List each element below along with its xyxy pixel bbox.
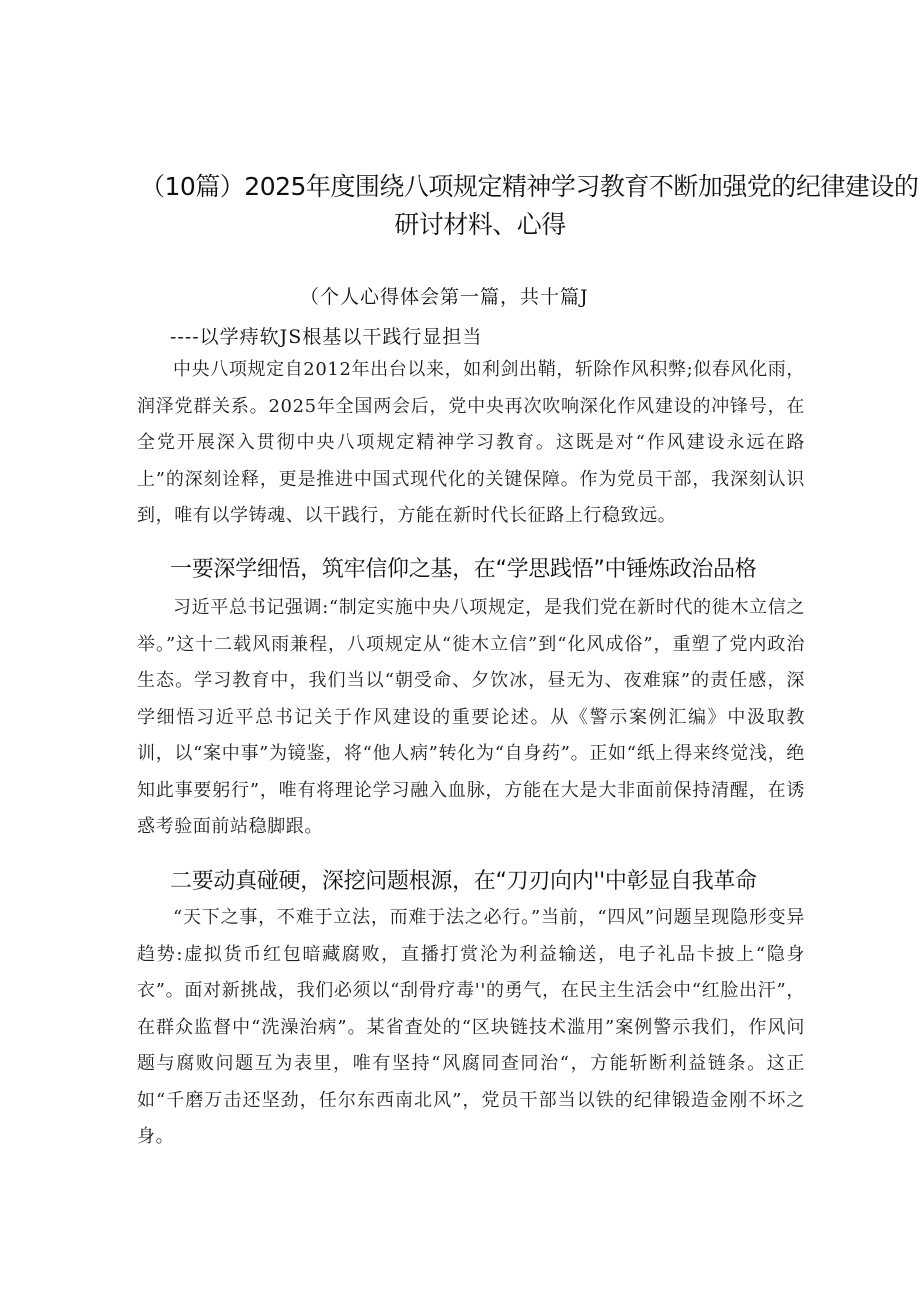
tagline: ----以学痔软JS根基以干践行显担当 — [170, 326, 483, 348]
title-line-2: 研讨材料、心得 — [394, 210, 566, 239]
section-heading-2: 二要动真碰硬，深挖问题根源，在“刀刃向内''中彰显自我革命 — [170, 869, 757, 894]
paragraph-3: “天下之事，不难于立法，而难于法之必行。”当前，“四风”问题呈现隐形变异趋势:虚拟货币红包暗藏腐败，直播打赏沦为利益输送，电子礼品卡披上“隐身衣”。面对新挑战，我们必须以“刮骨疗毒''的勇气，在民主生活会中“红脸出汗”，在群众监督中“洗澡治病”。某省査处的“区块链技术滥用”案例警示我们，作风问题与腐败问题互为表里，唯有坚持“风腐同查同治“，方能斩断利益链条。这正如“千磨万击还坚劲，任尔东西南北风”，党员干部当以铁的纪律锻造金刚不坏之身。 — [137, 907, 805, 1147]
paragraph-2: 习近平总书记强调:“制定实施中央八项规定，是我们党在新时代的徙木立信之举。”这十二载风雨兼程，八项规定从“徙木立信”到“化风成俗”，重塑了党内政治生态。学习教育中，我们当以“朝受命、夕饮冰，昼无为、夜难寐”的责任感，深学细悟习近平总书记关于作风建设的重要论述。从《警示案例汇编》中汲取教训，以“案中事”为镜鉴，将“他人病”转化为“自身药”。正如“纸上得来终觉浅，绝知此事要躬行”，唯有将理论学习融入血脉，方能在大是大非面前保持清醒，在诱惑考验面前站稳脚跟。 — [137, 597, 805, 837]
subtitle: （个人心得体会第一篇，共十篇J — [300, 286, 589, 308]
section-heading-1: 一要深学细悟，筑牢信仰之基，在“学思践悟”中锤炼政治品格 — [170, 557, 757, 582]
document-title — [140, 168, 919, 244]
paragraph-1: 中央八项规定自2012年出台以来，如利剑出鞘，斩除作风积弊;似春风化雨，润泽党群关系。2025年全国两会后，党中央再次吹响深化作风建设的冲锋号，在全党开展深入贯彻中央八项规定精神学习教育。这既是对“作风建设永远在路上”的深刻诠释，更是推进中国式现代化的关键保障。作为党员干部，我深刻认识到，唯有以学铸魂、以干践行，方能在新时代长征路上行稳致远。 — [137, 359, 805, 526]
title-line-1: （10篇）2025年度围绕八项规定精神学习教育不断加强党的纪律建设的 — [140, 172, 919, 201]
